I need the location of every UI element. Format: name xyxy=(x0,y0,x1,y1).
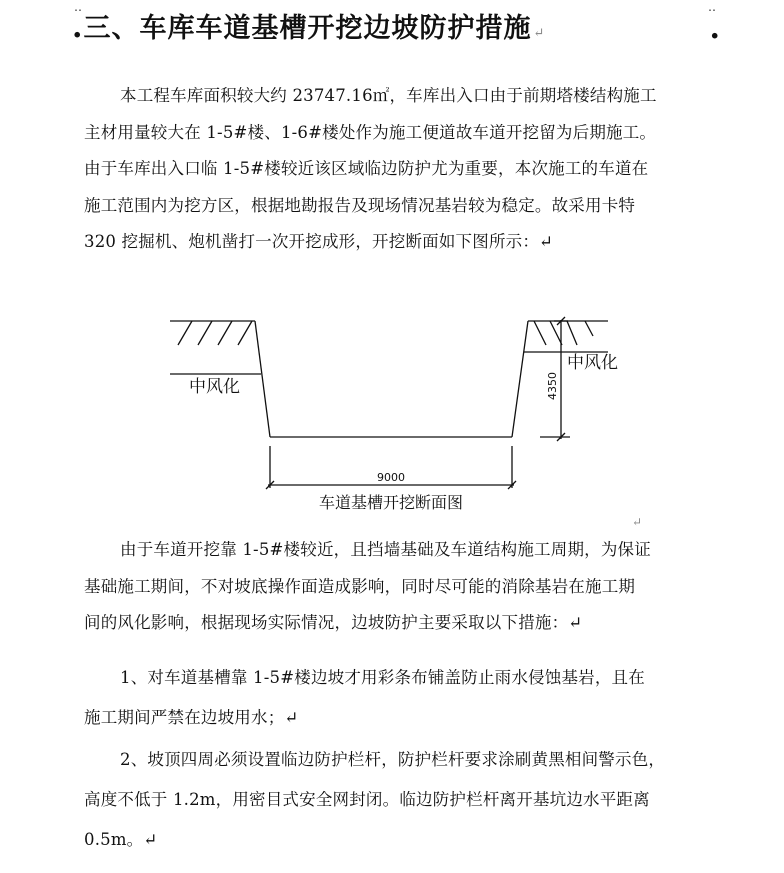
text-line: 主材用量较大在 1-5#楼、1-6#楼处作为施工便道故车道开挖留为后期施工。 xyxy=(84,122,657,142)
corner-crop-mark: ‥ xyxy=(74,0,83,14)
paragraph-mark-icon: ↵ xyxy=(632,515,643,529)
width-dimension-label: 9000 xyxy=(377,471,405,484)
corner-crop-mark: ‥ xyxy=(708,0,717,14)
text-line: 由于车道开挖靠 1-5#楼较近，且挡墙基础及车道结构施工周期，为保证 xyxy=(120,540,651,559)
measure-item-1 xyxy=(84,658,724,738)
text-line: 2、坡顶四周必须设置临边防护栏杆，防护栏杆要求涂刷黄黑相间警示色， xyxy=(120,750,666,769)
right-rock-label: 中风化 xyxy=(567,353,618,373)
left-ground-hatch xyxy=(178,321,252,345)
left-slope-line xyxy=(255,321,270,437)
heading-lead-dot: . xyxy=(72,10,84,45)
paragraph-mark-icon: ↵ xyxy=(533,26,546,41)
left-rock-label: 中风化 xyxy=(189,377,240,397)
depth-dimension-label: 4350 xyxy=(546,372,559,400)
text-line: 施工期间严禁在边坡用水；↵ xyxy=(84,708,299,727)
paragraph-intro xyxy=(84,78,724,261)
section-heading xyxy=(72,8,545,54)
text-line: 基础施工期间，不对坡底操作面造成影响，同时尽可能的消除基岩在施工期 xyxy=(84,576,636,596)
text-line: 本工程车库面积较大约 23747.16㎡，车库出入口由于前期塔楼结构施工 xyxy=(120,86,657,105)
text-line: 由于车库出入口临 1-5#楼较近该区域临边防护尤为重要，本次施工的车道在 xyxy=(84,159,649,178)
text-line: 0.5m。↵ xyxy=(84,830,158,849)
right-ground-hatch xyxy=(534,321,593,345)
measure-item-2 xyxy=(84,740,724,860)
text-line: 施工范围内为挖方区，根据地勘报告及现场情况基岩较为稳定。故采用卡特 xyxy=(84,195,636,215)
excavation-section-figure xyxy=(160,312,620,522)
heading-corner-dot: . xyxy=(709,11,720,46)
text-line: 1、对车道基槽靠 1-5#楼边坡才用彩条布铺盖防止雨水侵蚀基岩，且在 xyxy=(120,668,645,687)
text-line: 高度不低于 1.2m，用密目式安全网封闭。临边防护栏杆离开基坑边水平距离 xyxy=(84,790,650,809)
right-slope-line xyxy=(512,321,528,437)
heading-text: 三、车库车道基槽开挖边坡防护措施 xyxy=(83,13,532,44)
figure-caption: 车道基槽开挖断面图 xyxy=(318,493,464,512)
text-line: 320 挖掘机、炮机凿打一次开挖成形，开挖断面如下图所示：↵ xyxy=(84,232,554,251)
text-line: 间的风化影响，根据现场实际情况，边坡防护主要采取以下措施：↵ xyxy=(84,613,583,632)
paragraph-measures xyxy=(84,532,724,642)
